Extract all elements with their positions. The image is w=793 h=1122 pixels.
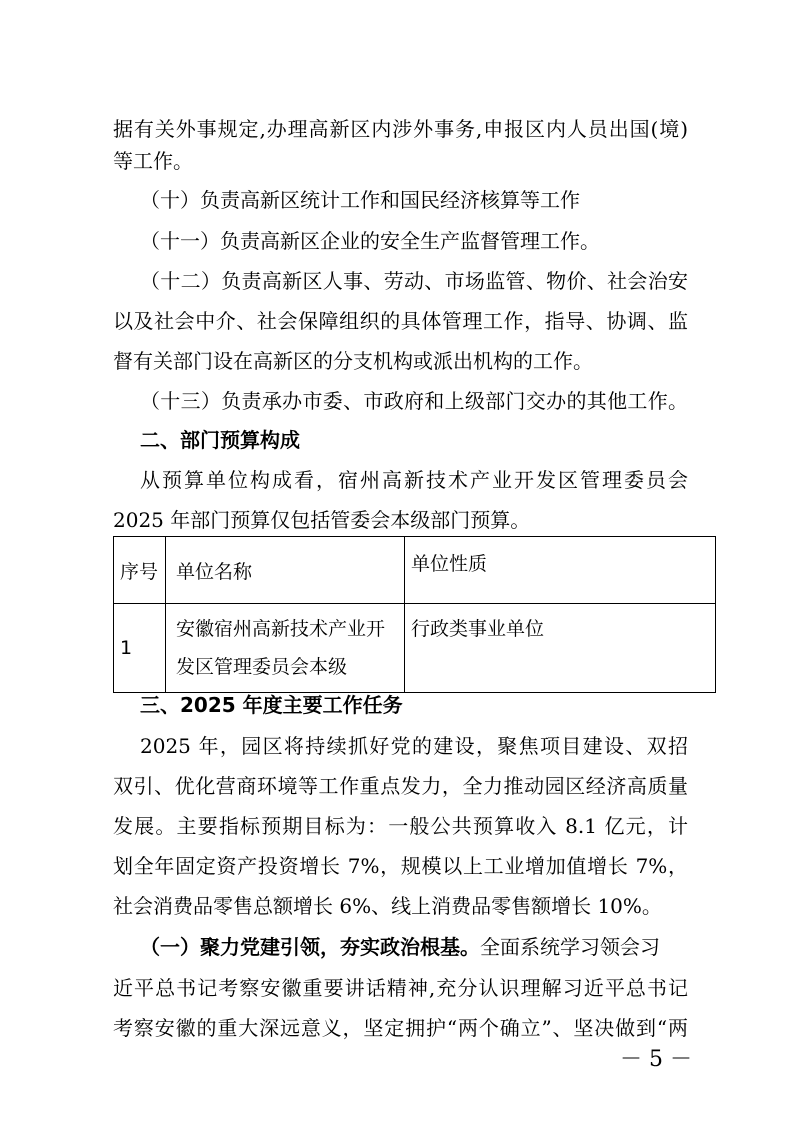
paragraph-tasks-line1: 2025 年，园区将持续抓好党的建设，聚焦项目建设、双招 (140, 734, 688, 758)
table-cell-unit-name: 安徽宿州高新技术产业开发区管理委员会本级 (166, 604, 405, 693)
paragraph-foreign-affairs-line2: 等工作。 (113, 149, 193, 173)
paragraph-composition-line2: 2025 年部门预算仅包括管委会本级部门预算。 (113, 508, 531, 532)
table-cell-unit-nature: 行政类事业单位 (405, 604, 716, 693)
section-heading-main-tasks: 三、2025 年度主要工作任务 (140, 693, 403, 717)
paragraph-tasks-line4: 划全年固定资产投资增长 7%，规模以上工业增加值增长 7%， (113, 854, 688, 878)
paragraph-statistics: （十）负责高新区统计工作和国民经济核算等工作 (140, 188, 580, 212)
paragraph-party-line1 (140, 932, 688, 962)
paragraph-tasks-line5: 社会消费品零售总额增长 6%、线上消费品零售额增长 10%。 (113, 894, 662, 918)
paragraph-party-line2: 近平总书记考察安徽重要讲话精神,充分认识理解习近平总书记 (113, 976, 688, 1000)
table-header-cell-name: 单位名称 (166, 537, 405, 604)
paragraph-safety: （十一）负责高新区企业的安全生产监督管理工作。 (140, 229, 600, 253)
table-row (114, 604, 716, 693)
table-header-row (114, 537, 716, 604)
paragraph-foreign-affairs-line1: 据有关外事规定,办理高新区内涉外事务,申报区内人员出国(境) (113, 117, 688, 141)
page-number: － 5 － (620, 1047, 692, 1072)
section-heading-budget-composition: 二、部门预算构成 (140, 428, 300, 452)
budget-unit-table (113, 536, 716, 693)
paragraph-party-line3: 考察安徽的重大深远意义，坚定拥护“两个确立”、坚决做到“两 (113, 1016, 688, 1040)
paragraph-hr-line1: （十二）负责高新区人事、劳动、市场监管、物价、社会治安 (140, 269, 688, 293)
table-header-cell-nature: 单位性质 (405, 537, 716, 604)
table-cell-no: 1 (114, 604, 166, 693)
paragraph-tasks-line3: 发展。主要指标预期目标为：一般公共预算收入 8.1 亿元，计 (113, 814, 688, 838)
paragraph-other-duties: （十三）负责承办市委、市政府和上级部门交办的其他工作。 (140, 389, 688, 413)
paragraph-hr-line3: 督有关部门设在高新区的分支机构或派出机构的工作。 (113, 349, 593, 373)
paragraph-hr-line2: 以及社会中介、社会保障组织的具体管理工作，指导、协调、监 (113, 309, 688, 333)
paragraph-tasks-line2: 双引、优化营商环境等工作重点发力，全力推动园区经济高质量 (113, 774, 688, 798)
paragraph-composition-line1: 从预算单位构成看，宿州高新技术产业开发区管理委员会 (140, 468, 688, 492)
table-header-cell-no: 序号 (114, 537, 166, 604)
party-building-line1-text: 全面系统学习领会习 (480, 935, 660, 959)
party-building-lead-heading: （一）聚力党建引领，夯实政治根基。 (140, 935, 480, 959)
